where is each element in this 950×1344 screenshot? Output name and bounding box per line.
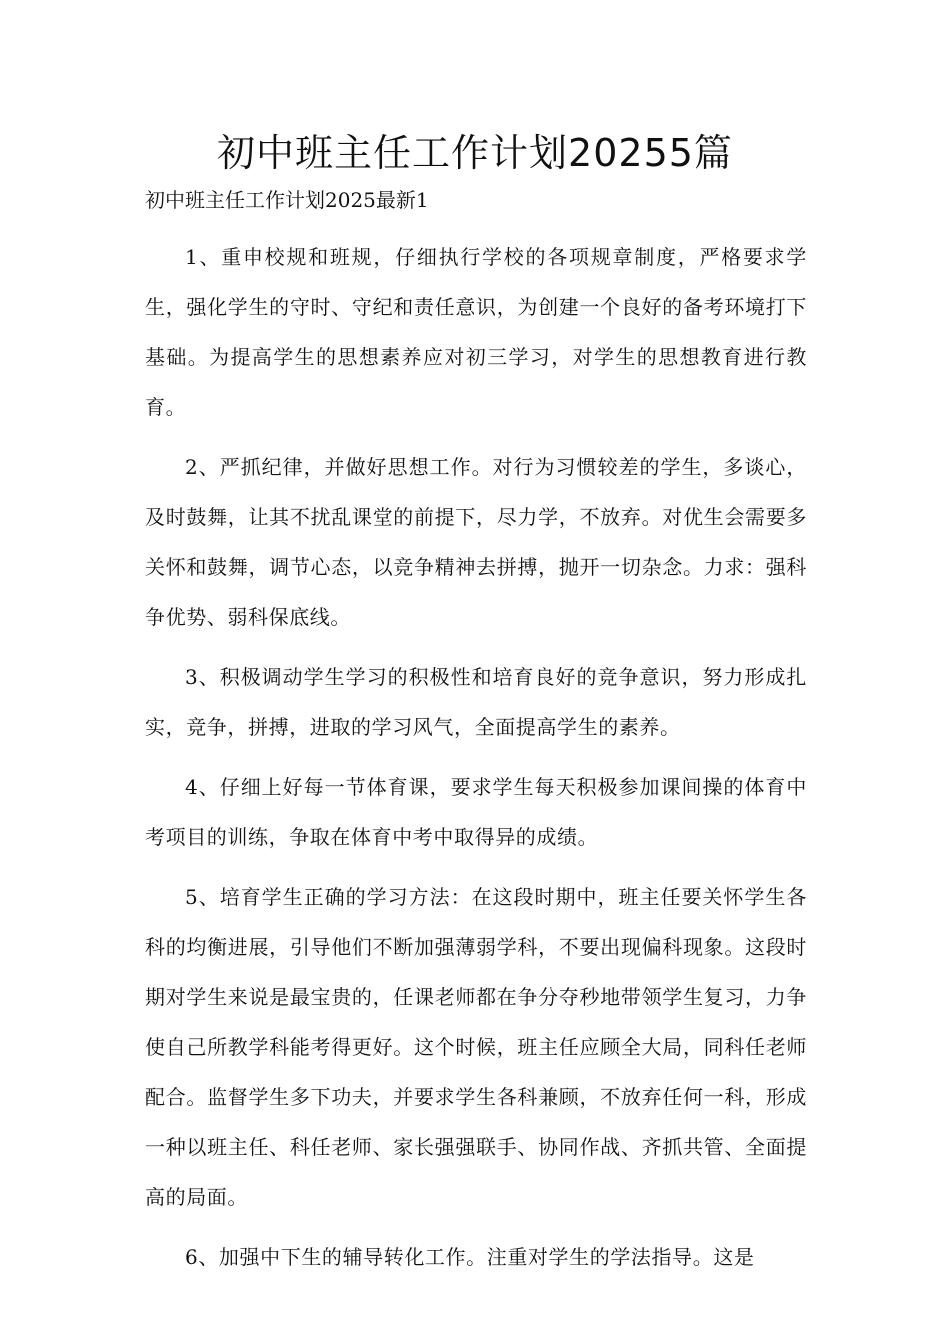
paragraph-6: 6、加强中下生的辅导转化工作。注重对学生的学法指导。这是 (185, 1245, 755, 1269)
document-title: 初中班主任工作计划20255篇 (217, 131, 733, 175)
paragraph-3: 3、积极调动学生学习的积极性和培育良好的竞争意识，努力形成扎实，竞争，拼搏，进取的学习风气，全面提高学生的素养。 (145, 665, 807, 739)
paragraph-4: 4、仔细上好每一节体育课，要求学生每天积极参加课间操的体育中考项目的训练，争取在体育中考中取得异的成绩。 (145, 775, 807, 849)
paragraph-1: 1、重申校规和班规，仔细执行学校的各项规章制度，严格要求学生，强化学生的守时、守纪和责任意识，为创建一个良好的备考环境打下基础。为提高学生的思想素养应对初三学习，对学生的思想教育进行教育。 (145, 245, 807, 419)
document-body (145, 232, 807, 1292)
document-subtitle: 初中班主任工作计划2025最新1 (145, 188, 429, 212)
paragraph-5: 5、培育学生正确的学习方法：在这段时期中，班主任要关怀学生各科的均衡进展，引导他们不断加强薄弱学科，不要出现偏科现象。这段时期对学生来说是最宝贵的，任课老师都在争分夺秒地带领学生复习，力争使自己所教学科能考得更好。这个时候，班主任应顾全大局，同科任老师配合。监督学生多下功夫，并要求学生各科兼顾，不放弃任何一科，形成一种以班主任、科任老师、家长强强联手、协同作战、齐抓共管、全面提高的局面。 (145, 885, 807, 1209)
paragraph-2: 2、严抓纪律，并做好思想工作。对行为习惯较差的学生，多谈心，及时鼓舞，让其不扰乱课堂的前提下，尽力学，不放弃。对优生会需要多关怀和鼓舞，调节心态，以竞争精神去拼搏，抛开一切杂念。力求：强科争优势、弱科保底线。 (145, 455, 807, 629)
